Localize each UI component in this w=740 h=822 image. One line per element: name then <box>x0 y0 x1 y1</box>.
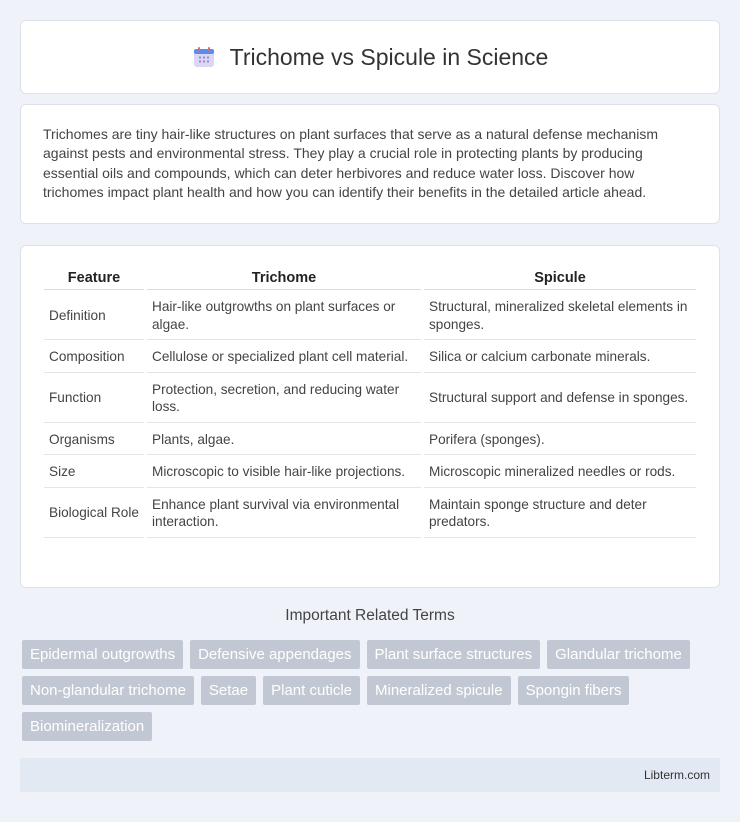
header-card <box>20 20 720 94</box>
table-row <box>44 342 696 373</box>
related-terms-list <box>22 640 712 741</box>
column-header-spicule: Spicule <box>424 266 696 290</box>
intro-text: Trichomes are tiny hair-like structures on plant surfaces that serve as a natural defense mechanism against pests and environmental stress. They play a crucial role in protecting plants by producing essential oils and compounds, which can deter herbivores and reduce water loss. Discover how trichomes impact plant health and how you can identify their benefits in the detailed article ahead. <box>43 126 658 201</box>
comparison-table-card <box>20 245 720 588</box>
table-row <box>44 457 696 488</box>
table-cell-trichome: Hair-like outgrowths on plant surfaces or algae. <box>147 292 421 340</box>
table-cell-trichome: Microscopic to visible hair-like projections. <box>147 457 421 488</box>
table-header-row <box>44 266 696 290</box>
related-term-tag[interactable]: Setae <box>201 676 256 705</box>
table-row <box>44 375 696 423</box>
related-term-tag[interactable]: Plant cuticle <box>263 676 360 705</box>
table-cell-spicule: Silica or calcium carbonate minerals. <box>424 342 696 373</box>
table-cell-spicule: Maintain sponge structure and deter predators. <box>424 490 696 538</box>
footer-site-link[interactable]: Libterm.com <box>643 768 710 782</box>
related-term-tag[interactable]: Non-glandular trichome <box>22 676 194 705</box>
intro-card <box>20 104 720 224</box>
related-term-tag[interactable]: Biomineralization <box>22 712 152 741</box>
table-cell-feature: Function <box>44 375 144 423</box>
related-term-tag[interactable]: Spongin fibers <box>518 676 630 705</box>
table-cell-spicule: Structural, mineralized skeletal elements in sponges. <box>424 292 696 340</box>
table-row <box>44 292 696 340</box>
footer <box>20 758 720 792</box>
related-term-tag[interactable]: Mineralized spicule <box>367 676 511 705</box>
table-cell-feature: Definition <box>44 292 144 340</box>
calendar-grid-icon <box>192 45 216 69</box>
comparison-table <box>41 264 699 540</box>
table-cell-feature: Organisms <box>44 425 144 456</box>
table-cell-trichome: Plants, algae. <box>147 425 421 456</box>
related-term-tag[interactable]: Glandular trichome <box>547 640 690 669</box>
related-terms-title: Important Related Terms <box>285 607 455 624</box>
related-term-tag[interactable]: Defensive appendages <box>190 640 359 669</box>
related-term-tag[interactable]: Epidermal outgrowths <box>22 640 183 669</box>
table-cell-trichome: Cellulose or specialized plant cell material. <box>147 342 421 373</box>
column-header-feature: Feature <box>44 266 144 290</box>
table-row <box>44 425 696 456</box>
table-row <box>44 490 696 538</box>
page-title: Trichome vs Spicule in Science <box>229 43 549 70</box>
table-cell-feature: Biological Role <box>44 490 144 538</box>
table-cell-trichome: Protection, secretion, and reducing water loss. <box>147 375 421 423</box>
table-cell-trichome: Enhance plant survival via environmental interaction. <box>147 490 421 538</box>
table-cell-spicule: Microscopic mineralized needles or rods. <box>424 457 696 488</box>
table-cell-feature: Size <box>44 457 144 488</box>
table-cell-spicule: Structural support and defense in sponges. <box>424 375 696 423</box>
table-cell-spicule: Porifera (sponges). <box>424 425 696 456</box>
related-term-tag[interactable]: Plant surface structures <box>367 640 541 669</box>
table-cell-feature: Composition <box>44 342 144 373</box>
column-header-trichome: Trichome <box>147 266 421 290</box>
